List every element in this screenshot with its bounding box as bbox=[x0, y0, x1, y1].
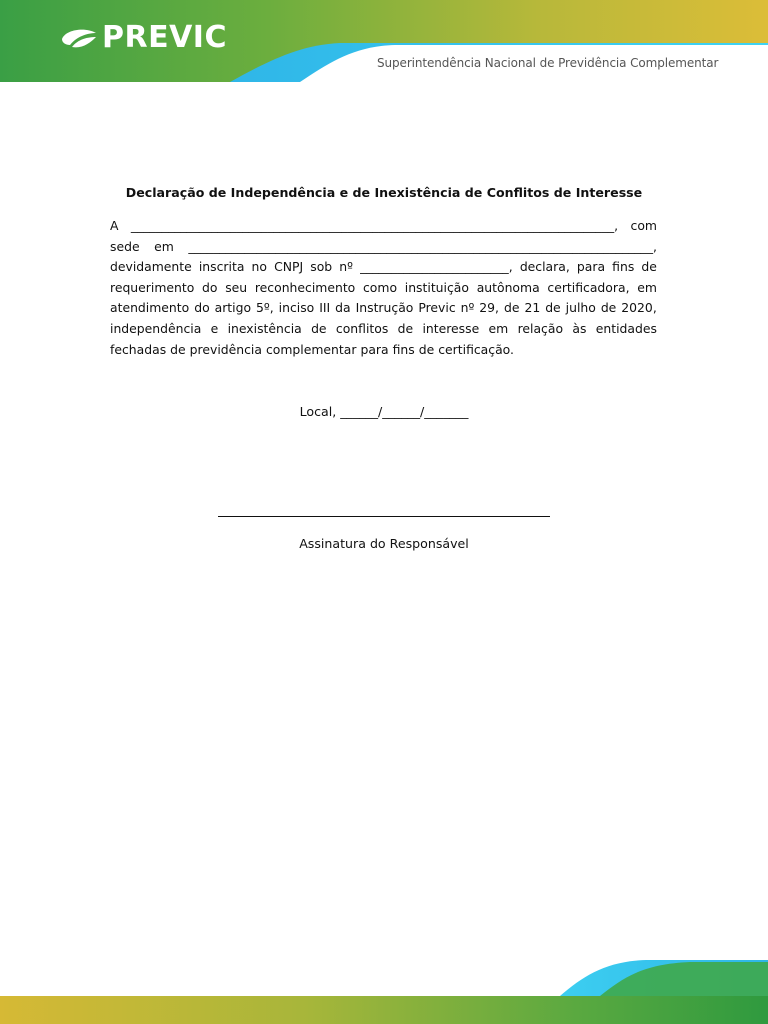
paragraph-word: Instrução bbox=[355, 300, 414, 316]
paragraph-word: de bbox=[397, 320, 414, 336]
header-subtitle: Superintendência Nacional de Previdência Complementar bbox=[377, 56, 719, 70]
paragraph-word: A bbox=[110, 218, 119, 233]
paragraph-word: sob bbox=[310, 259, 333, 275]
paragraph-word: 21 bbox=[524, 300, 541, 316]
signature-label: Assinatura do Responsável bbox=[299, 536, 469, 551]
paragraph-word: complementar bbox=[265, 341, 357, 357]
paragraph-line bbox=[110, 340, 657, 361]
paragraph-word: interesse bbox=[422, 320, 480, 336]
paragraph-word: sede bbox=[110, 238, 140, 254]
paragraph-word: conflitos bbox=[335, 320, 389, 336]
leaf-logo-icon bbox=[60, 25, 98, 51]
paragraph-word: fins bbox=[612, 259, 635, 275]
paragraph-word: do bbox=[202, 279, 218, 295]
paragraph-word: da bbox=[335, 300, 351, 316]
paragraph-word: de bbox=[600, 300, 617, 316]
paragraph-word: devidamente bbox=[110, 259, 192, 275]
paragraph-word: em bbox=[488, 320, 509, 336]
paragraph-word: CNPJ bbox=[274, 259, 304, 275]
paragraph-word: de bbox=[170, 341, 186, 357]
paragraph-word: julho bbox=[565, 300, 596, 316]
paragraph-word: instituição bbox=[404, 279, 469, 295]
paragraph-word: requerimento bbox=[110, 279, 195, 295]
paragraph-word: inciso bbox=[278, 300, 315, 316]
paragraph-line bbox=[110, 319, 657, 340]
paragraph-word: de bbox=[641, 259, 657, 275]
paragraph-word: seu bbox=[225, 279, 248, 295]
paragraph-line bbox=[110, 237, 657, 258]
paragraph-word: atendimento bbox=[110, 300, 190, 316]
paragraph-word: do bbox=[194, 300, 210, 316]
paragraph-word: 29, bbox=[479, 300, 499, 316]
paragraph-word: no bbox=[251, 259, 267, 275]
paragraph-word: de bbox=[418, 341, 435, 357]
paragraph-word: ________________________, bbox=[360, 259, 513, 275]
paragraph-word: III bbox=[319, 300, 331, 316]
paragraph-word: para bbox=[360, 341, 389, 357]
paragraph-word: para bbox=[576, 259, 606, 275]
paragraph-word: de bbox=[311, 320, 327, 336]
paragraph-word: e bbox=[210, 320, 219, 336]
paragraph-word: fechadas bbox=[110, 341, 167, 357]
paragraph-word: inscrita bbox=[198, 259, 245, 275]
paragraph-word: 2020, bbox=[621, 300, 657, 316]
signature-line bbox=[218, 516, 550, 517]
header-banner bbox=[0, 0, 768, 82]
paragraph-word: como bbox=[363, 279, 398, 295]
footer-gradient-background bbox=[0, 952, 768, 1024]
declaration-paragraph bbox=[110, 216, 657, 360]
paragraph-word: às bbox=[572, 320, 587, 336]
paragraph-line bbox=[110, 298, 657, 319]
paragraph-word: artigo bbox=[214, 300, 252, 316]
paragraph-line bbox=[110, 216, 657, 237]
logo-text: PREVIC bbox=[102, 20, 227, 55]
paragraph-word: em bbox=[154, 238, 174, 254]
paragraph-word: certificação. bbox=[438, 341, 514, 357]
paragraph-word: autônoma bbox=[476, 279, 540, 295]
paragraph-line bbox=[110, 278, 657, 299]
paragraph-word: declara, bbox=[519, 259, 570, 275]
paragraph-word: inexistência bbox=[227, 320, 302, 336]
paragraph-word: com bbox=[630, 218, 657, 233]
paragraph-word: relação bbox=[517, 320, 564, 336]
footer-banner bbox=[0, 952, 768, 1024]
paragraph-word: previdência bbox=[189, 341, 262, 357]
paragraph-line bbox=[110, 257, 657, 278]
paragraph-word: Previc bbox=[418, 300, 456, 316]
paragraph-word: entidades bbox=[595, 320, 657, 336]
paragraph-word: ___________________________________________________________________________, bbox=[188, 238, 657, 254]
document-title: Declaração de Independência e de Inexistência de Conflitos de Interesse bbox=[125, 185, 643, 200]
paragraph-word: de bbox=[503, 300, 520, 316]
paragraph-word: independência bbox=[110, 320, 202, 336]
paragraph-word: ______________________________________________________________________________, bbox=[130, 218, 619, 233]
local-date-field: Local, ______/______/_______ bbox=[299, 404, 469, 419]
paragraph-word: nº bbox=[460, 300, 475, 316]
paragraph-word: fins bbox=[392, 341, 415, 357]
paragraph-word: 5º, bbox=[256, 300, 274, 316]
paragraph-word: nº bbox=[339, 259, 353, 275]
paragraph-word: reconhecimento bbox=[254, 279, 356, 295]
paragraph-word: em bbox=[637, 279, 657, 295]
paragraph-word: de bbox=[545, 300, 561, 316]
previc-logo bbox=[60, 20, 227, 56]
paragraph-word: certificadora, bbox=[547, 279, 630, 295]
